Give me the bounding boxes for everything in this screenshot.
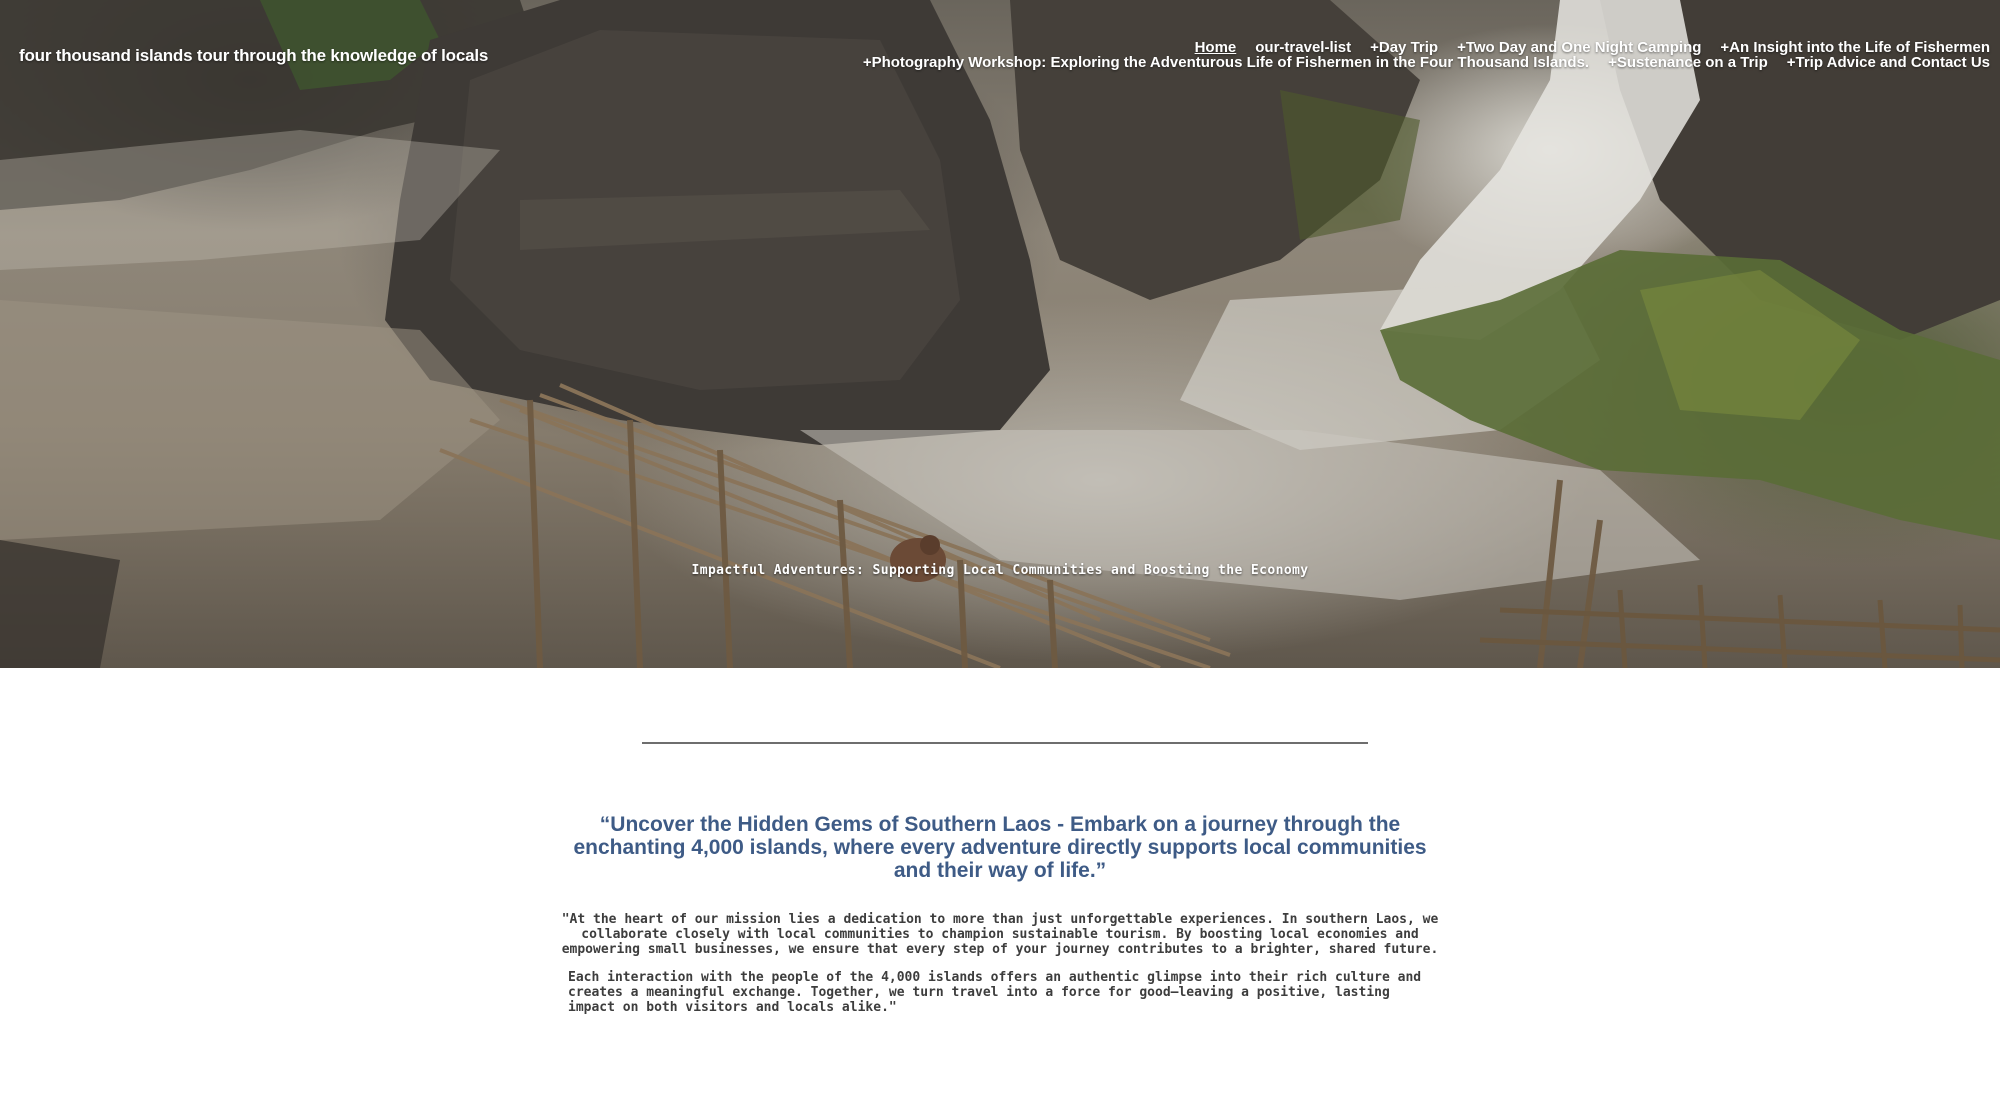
hero-caption: Impactful Adventures: Supporting Local Communities and Boosting the Economy [691, 563, 1309, 578]
mission-paragraph-2: Each interaction with the people of the 4,000 islands offers an authentic glimpse into their rich culture and creates a meaningful exchange. Together, we turn travel into a force for good—leaving a positive, lasting impact on both visitors and locals alike." [568, 970, 1422, 1015]
nav-link-our-travel-list[interactable]: our-travel-list [1255, 39, 1352, 56]
nav-link-photography-workshop[interactable]: +Photography Workshop: Exploring the Adventurous Life of Fishermen in the Four Thousand Islands. [862, 54, 1590, 71]
main-content [0, 668, 2000, 1108]
nav-link-life-of-fishermen[interactable]: +An Insight into the Life of Fishermen [1720, 39, 1990, 56]
mission-headline: “Uncover the Hidden Gems of Southern Laos - Embark on a journey through the enchanting 4,000 islands, where every adventure directly supports local communities and their way of life.” [573, 813, 1427, 882]
nav-link-home[interactable]: Home [1194, 39, 1237, 56]
site-title[interactable]: four thousand islands tour through the knowledge of locals [19, 46, 489, 65]
nav-link-sustenance[interactable]: +Sustenance on a Trip [1608, 54, 1768, 71]
nav-link-trip-advice-contact[interactable]: +Trip Advice and Contact Us [1786, 54, 1990, 71]
mission-paragraph-1: "At the heart of our mission lies a dedication to more than just unforgettable experiences. In southern Laos, we collaborate closely with local communities to champion sustainable tourism. By boosting local economies and empowering small businesses, we ensure that every step of your journey contributes to a brighter, shared future. [561, 912, 1439, 957]
nav-link-day-trip[interactable]: +Day Trip [1370, 39, 1439, 56]
section-divider [642, 742, 1368, 744]
main-nav [630, 40, 1990, 70]
nav-link-two-day-camping[interactable]: +Two Day and One Night Camping [1457, 39, 1702, 56]
